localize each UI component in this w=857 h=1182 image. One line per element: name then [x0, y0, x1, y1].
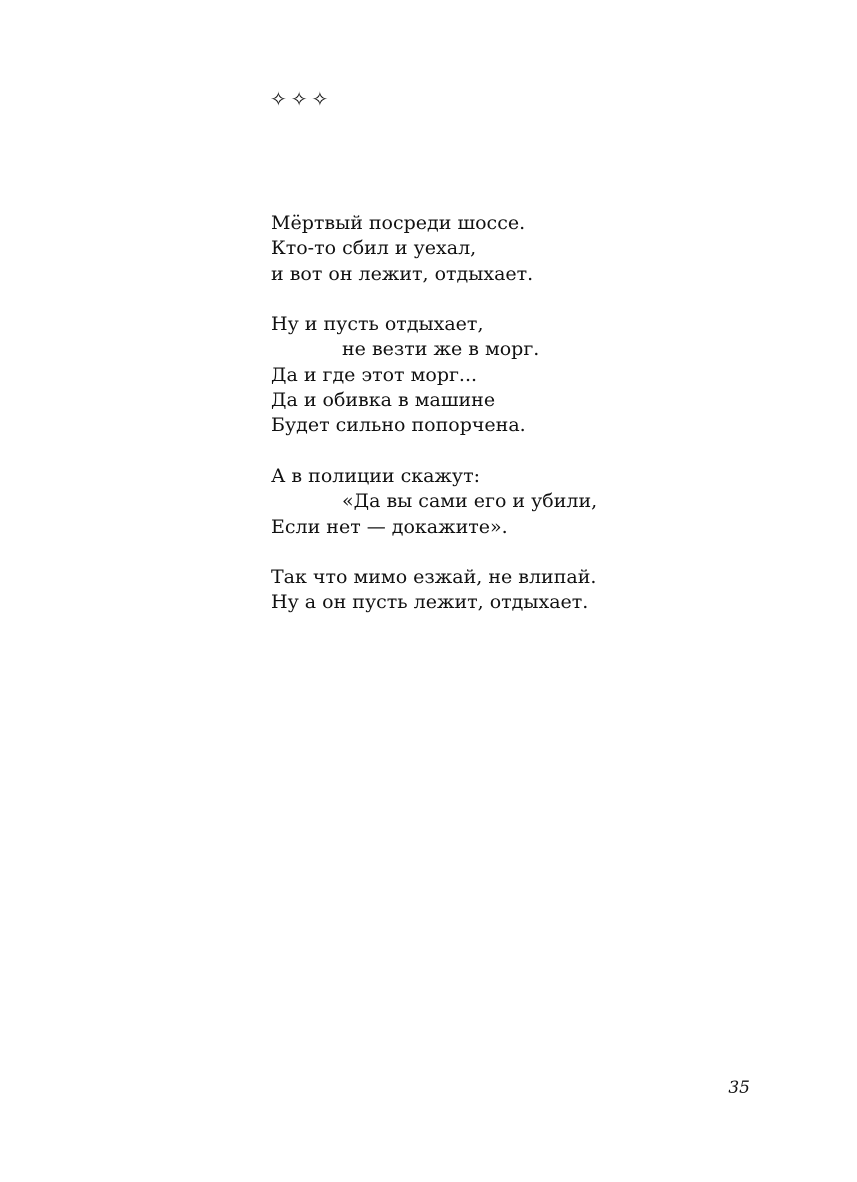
stanza-4 [271, 565, 597, 616]
poem-line: Так что мимо езжай, не влипай. [271, 566, 597, 589]
poem-line: Ну а он пусть лежит, отдыхает. [271, 591, 589, 614]
poem-line: и вот он лежит, отдыхает. [271, 262, 534, 285]
poem-line: А в полиции скажут: [271, 464, 480, 487]
poem-line: Мёртвый посреди шоссе. [271, 212, 526, 234]
poem-line-indented: «Да вы сами его и убили, [342, 490, 598, 513]
stanza-1 [271, 211, 597, 287]
poem-line: Будет сильно попорчена. [271, 414, 526, 437]
poem-line: Ну и пусть отдыхает, [271, 313, 484, 336]
page-number: 35 [728, 1078, 750, 1098]
poem-line: Да и где этот морг... [271, 363, 478, 386]
poem [271, 211, 597, 616]
stanza-2 [271, 312, 597, 438]
stanza-3 [271, 464, 597, 540]
poem-line: Если нет — докажите». [271, 515, 508, 538]
poem-line: Да и обивка в машине [271, 389, 496, 412]
section-ornament: ✧✧✧ [270, 87, 333, 111]
poem-line: Кто-то сбил и уехал, [271, 237, 477, 260]
poem-line-indented: не везти же в морг. [342, 338, 540, 361]
